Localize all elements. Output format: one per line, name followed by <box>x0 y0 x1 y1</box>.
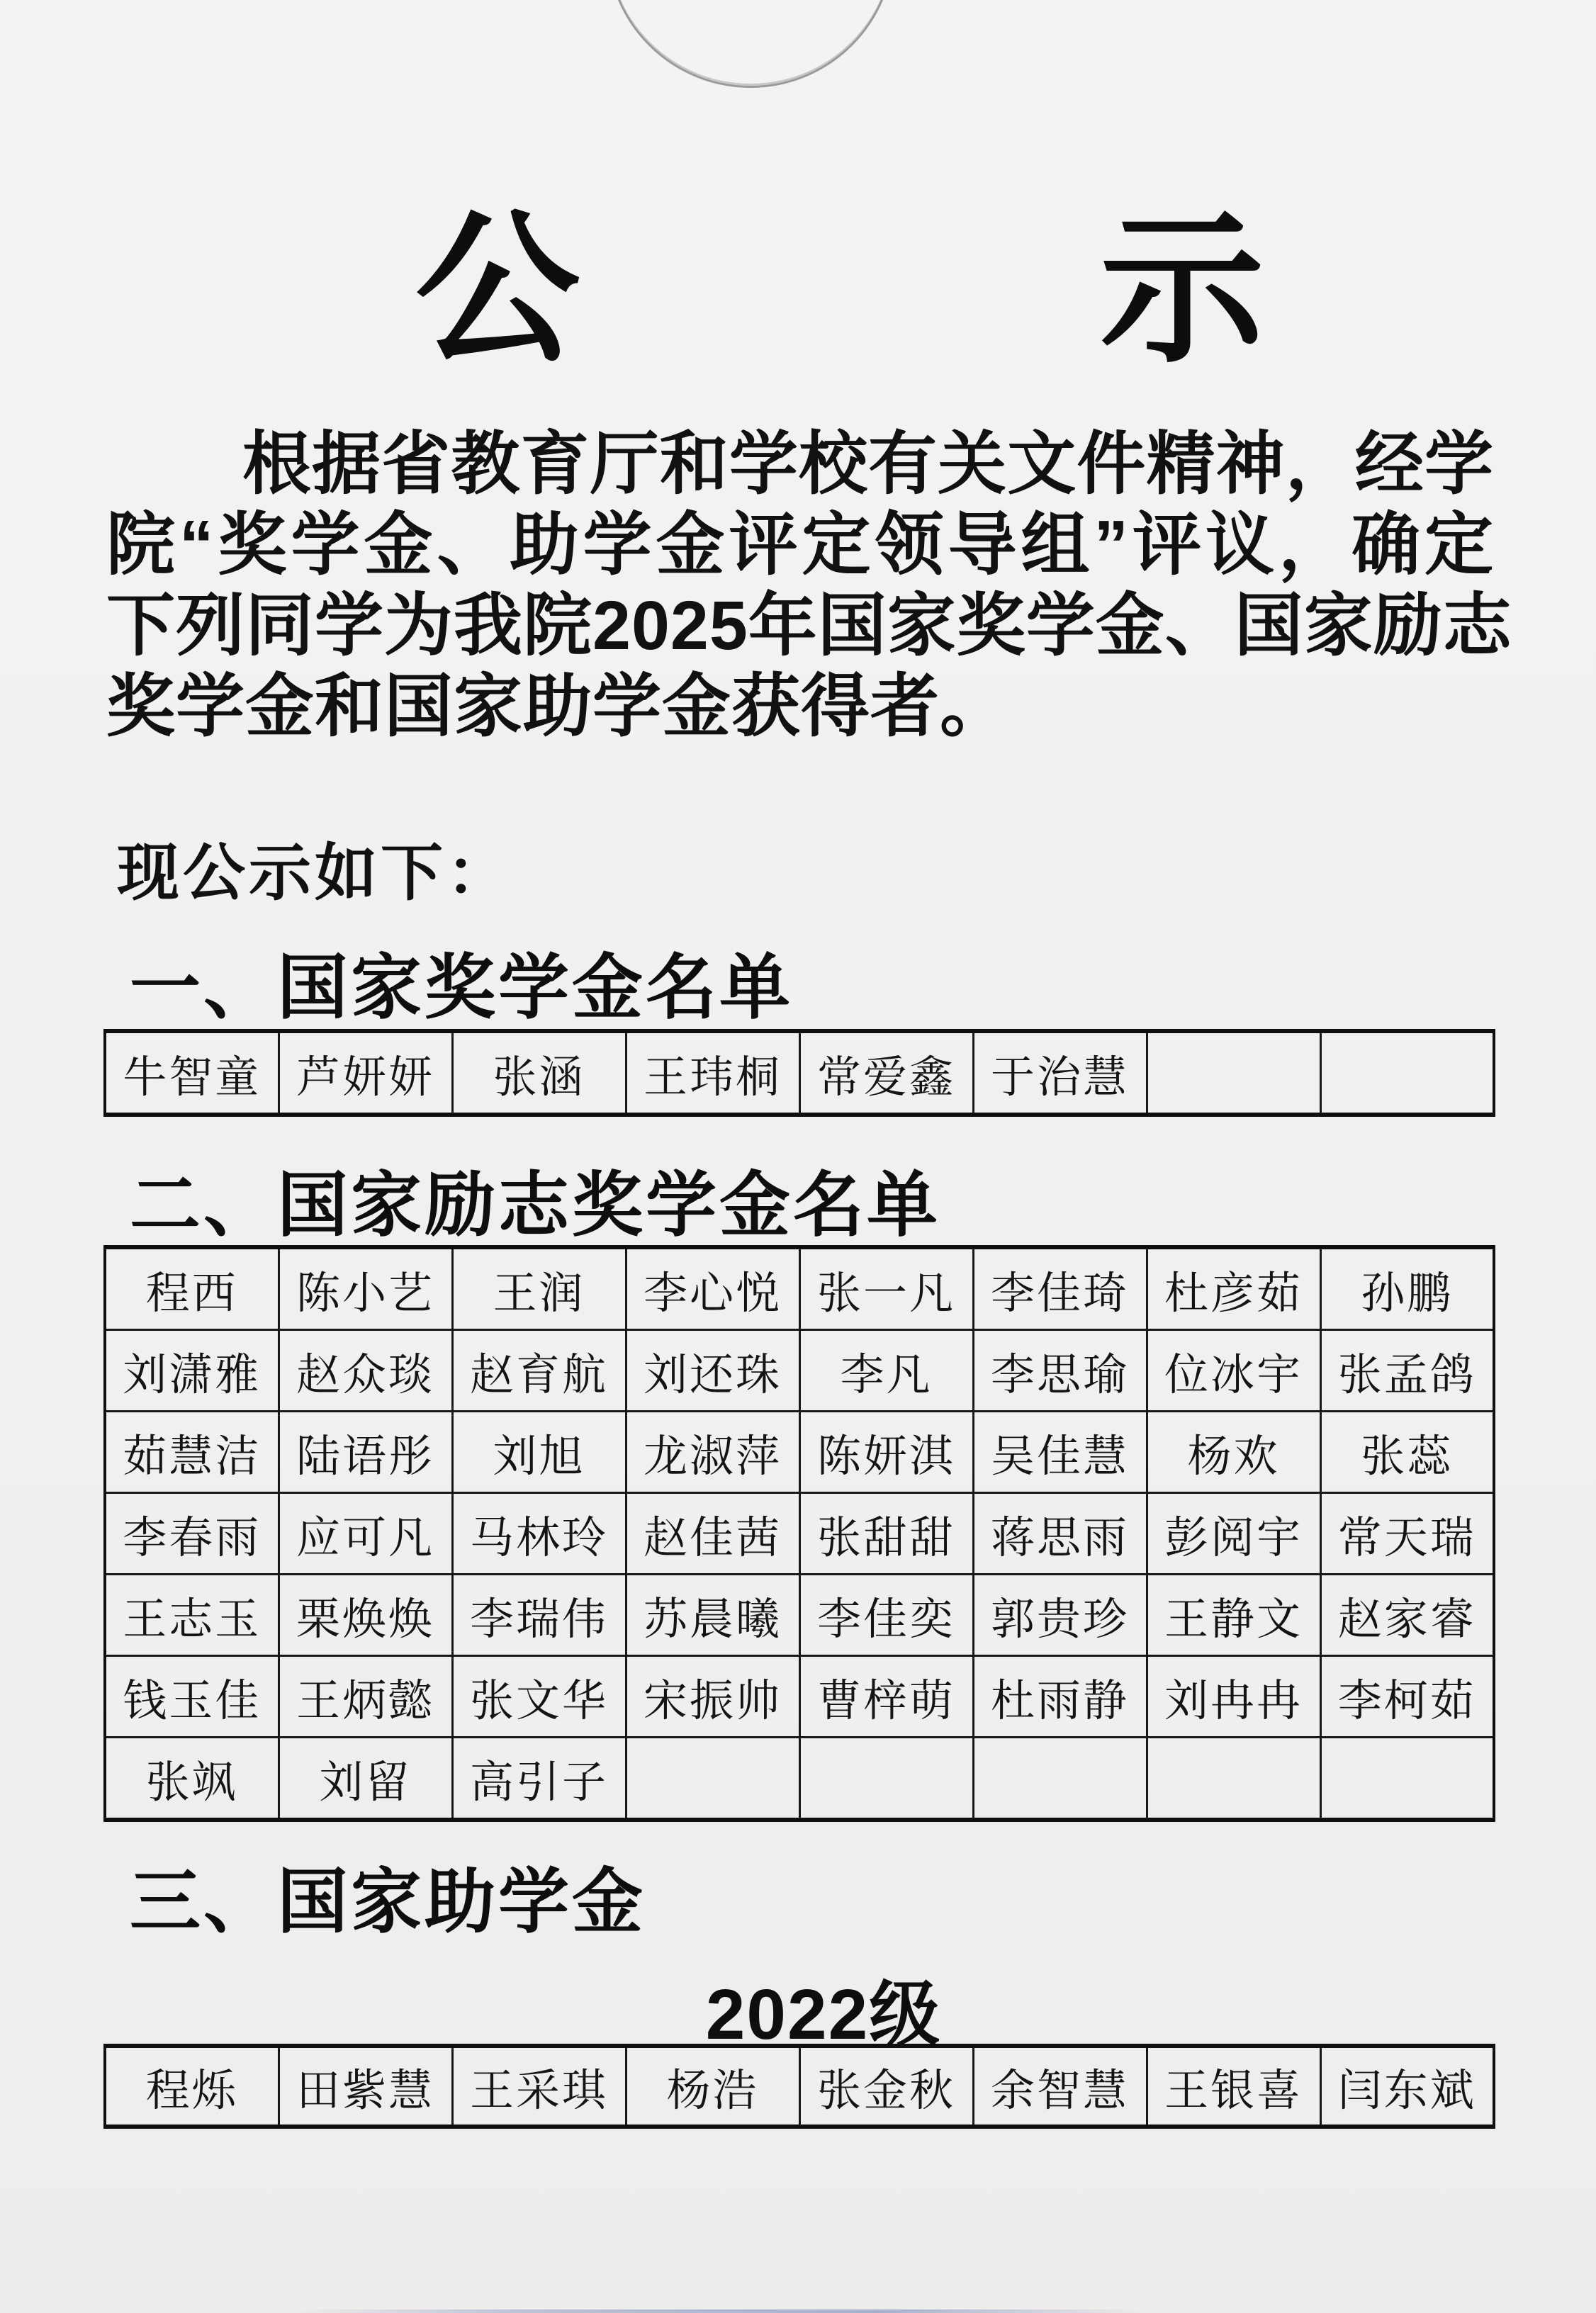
punch-hole-circle-icon <box>607 0 894 88</box>
empty-cell <box>799 1738 973 1820</box>
student-name-cell: 应可凡 <box>279 1493 452 1575</box>
student-name-cell: 张涵 <box>452 1031 626 1115</box>
student-name-cell: 苏晨曦 <box>626 1575 799 1656</box>
student-name-cell: 李柯茹 <box>1320 1656 1494 1738</box>
national-scholarship-table <box>103 1029 1495 1117</box>
table-row <box>105 2046 1494 2127</box>
student-name-cell: 闫东斌 <box>1320 2046 1494 2127</box>
scanner-edge-line <box>0 2309 1596 2313</box>
grant-table <box>103 2044 1495 2129</box>
student-name-cell: 曹梓萌 <box>799 1656 973 1738</box>
student-name-cell: 牛智童 <box>105 1031 279 1115</box>
student-name-cell: 王炳懿 <box>279 1656 452 1738</box>
student-name-cell: 宋振帅 <box>626 1656 799 1738</box>
empty-cell <box>1147 1031 1320 1115</box>
student-name-cell: 陈小艺 <box>279 1247 452 1330</box>
student-name-cell: 于治慧 <box>973 1031 1147 1115</box>
student-name-cell: 张孟鸽 <box>1320 1330 1494 1412</box>
student-name-cell: 田紫慧 <box>279 2046 452 2127</box>
student-name-cell: 李心悦 <box>626 1247 799 1330</box>
student-name-cell: 栗焕焕 <box>279 1575 452 1656</box>
table-row <box>105 1412 1494 1493</box>
student-name-cell: 张飒 <box>105 1738 279 1820</box>
student-name-cell: 孙鹏 <box>1320 1247 1494 1330</box>
student-name-cell: 高引子 <box>452 1738 626 1820</box>
student-name-cell: 陆语彤 <box>279 1412 452 1493</box>
section3-heading: 三、国家助学金 <box>130 1862 646 1942</box>
student-name-cell: 郭贵珍 <box>973 1575 1147 1656</box>
student-name-cell: 刘潇雅 <box>105 1330 279 1412</box>
student-name-cell: 张一凡 <box>799 1247 973 1330</box>
student-name-cell: 彭阅宇 <box>1147 1493 1320 1575</box>
section1-heading: 一、国家奖学金名单 <box>130 948 793 1028</box>
student-name-cell: 王静文 <box>1147 1575 1320 1656</box>
student-name-cell: 赵育航 <box>452 1330 626 1412</box>
cohort-label: 2022级 <box>705 1975 942 2054</box>
empty-cell <box>626 1738 799 1820</box>
table-row <box>105 1330 1494 1412</box>
table-row <box>105 1493 1494 1575</box>
page-title <box>0 198 1596 383</box>
student-name-cell: 李佳奕 <box>799 1575 973 1656</box>
student-name-cell: 张甜甜 <box>799 1493 973 1575</box>
student-name-cell: 李凡 <box>799 1330 973 1412</box>
intro-line-2: 院“奖学金、助学金评定领导组”评议，确定 <box>106 506 1494 583</box>
empty-cell <box>1320 1738 1494 1820</box>
title-char-2: 示 <box>1100 198 1265 382</box>
student-name-cell: 张文华 <box>452 1656 626 1738</box>
announce-label: 现公示如下： <box>117 838 513 908</box>
student-name-cell: 杨欢 <box>1147 1412 1320 1493</box>
student-name-cell: 赵家睿 <box>1320 1575 1494 1656</box>
intro-line-4: 奖学金和国家助学金获得者。 <box>106 668 1009 745</box>
student-name-cell: 杜彦茹 <box>1147 1247 1320 1330</box>
student-name-cell: 杨浩 <box>626 2046 799 2127</box>
student-name-cell: 常爱鑫 <box>799 1031 973 1115</box>
intro-paragraph <box>106 424 1512 747</box>
student-name-cell: 张蕊 <box>1320 1412 1494 1493</box>
student-name-cell: 吴佳慧 <box>973 1412 1147 1493</box>
student-name-cell: 余智慧 <box>973 2046 1147 2127</box>
student-name-cell: 李佳琦 <box>973 1247 1147 1330</box>
student-name-cell: 程烁 <box>105 2046 279 2127</box>
student-name-cell: 赵佳茜 <box>626 1493 799 1575</box>
empty-cell <box>1147 1738 1320 1820</box>
student-name-cell: 李春雨 <box>105 1493 279 1575</box>
section2-heading: 二、国家励志奖学金名单 <box>130 1166 940 1245</box>
student-name-cell: 芦妍妍 <box>279 1031 452 1115</box>
student-name-cell: 刘留 <box>279 1738 452 1820</box>
student-name-cell: 刘还珠 <box>626 1330 799 1412</box>
student-name-cell: 程西 <box>105 1247 279 1330</box>
table-row <box>105 1247 1494 1330</box>
table-row <box>105 1031 1494 1115</box>
student-name-cell: 王采琪 <box>452 2046 626 2127</box>
empty-cell <box>1320 1031 1494 1115</box>
student-name-cell: 王润 <box>452 1247 626 1330</box>
student-name-cell: 刘冉冉 <box>1147 1656 1320 1738</box>
student-name-cell: 王志玉 <box>105 1575 279 1656</box>
student-name-cell: 王玮桐 <box>626 1031 799 1115</box>
student-name-cell: 陈妍淇 <box>799 1412 973 1493</box>
table-row <box>105 1575 1494 1656</box>
student-name-cell: 蒋思雨 <box>973 1493 1147 1575</box>
empty-cell <box>973 1738 1147 1820</box>
table-row <box>105 1738 1494 1820</box>
intro-line-1: 根据省教育厅和学校有关文件精神，经学 <box>242 425 1494 502</box>
student-name-cell: 刘旭 <box>452 1412 626 1493</box>
student-name-cell: 李思瑜 <box>973 1330 1147 1412</box>
student-name-cell: 位冰宇 <box>1147 1330 1320 1412</box>
student-name-cell: 龙淑萍 <box>626 1412 799 1493</box>
student-name-cell: 王银喜 <box>1147 2046 1320 2127</box>
student-name-cell: 茹慧洁 <box>105 1412 279 1493</box>
student-name-cell: 常天瑞 <box>1320 1493 1494 1575</box>
student-name-cell: 赵众琰 <box>279 1330 452 1412</box>
student-name-cell: 李瑞伟 <box>452 1575 626 1656</box>
title-char-1: 公 <box>415 198 580 382</box>
student-name-cell: 张金秋 <box>799 2046 973 2127</box>
student-name-cell: 钱玉佳 <box>105 1656 279 1738</box>
table-row <box>105 1656 1494 1738</box>
encouragement-scholarship-table <box>103 1245 1495 1822</box>
student-name-cell: 马林玲 <box>452 1493 626 1575</box>
intro-line-3: 下列同学为我院2025年国家奖学金、国家励志 <box>106 587 1512 664</box>
student-name-cell: 杜雨静 <box>973 1656 1147 1738</box>
